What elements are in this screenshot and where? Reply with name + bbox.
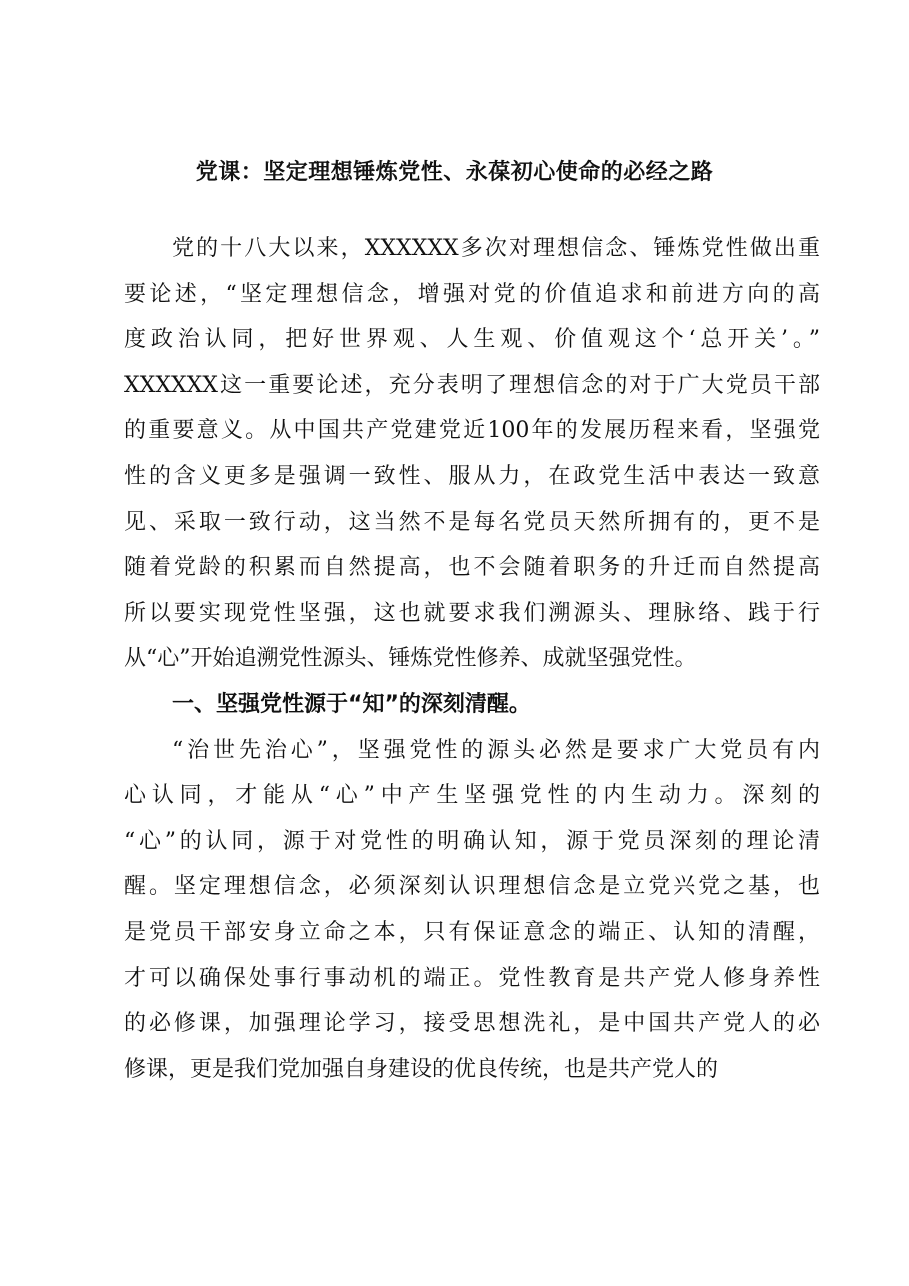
- document-title: 党课：坚定理想锤炼党性、永葆初心使命的必经之路: [195, 160, 714, 185]
- paragraph-line: 才可以确保处事行事动机的端正。党性教育是共产党人修身养性: [124, 965, 820, 991]
- paragraph-line: 性的含义更多是强调一致性、服从力，在政党生活中表达一致意: [124, 463, 820, 489]
- paragraph-line: 党的十八大以来，XXXXXX多次对理想信念、锤炼党性做出重: [172, 236, 820, 261]
- section-heading: 一、坚强党性源于“知”的深刻清醒。: [172, 691, 531, 717]
- paragraph-line: “心”的认同，源于对党性的明确认知，源于党员深刻的理论清: [124, 828, 820, 854]
- paragraph-line: 所以要实现党性坚强，这也就要求我们溯源头、理脉络、践于行: [124, 600, 820, 626]
- paragraph-line: 从“心”开始追溯党性源头、锤炼党性修养、成就坚强党性。: [124, 646, 697, 672]
- document-body: [124, 226, 820, 1092]
- paragraph-line: 的必修课，加强理论学习，接受思想洗礼，是中国共产党人的必: [124, 1011, 820, 1037]
- paragraph-line: 心认同，才能从“心”中产生坚强党性的内生动力。深刻的: [124, 783, 820, 809]
- paragraph-line: 修课，更是我们党加强自身建设的优良传统，也是共产党人的: [124, 1056, 719, 1082]
- paragraph-line: 要论述，“坚定理想信念，增强对党的价值追求和前进方向的高: [124, 281, 820, 307]
- paragraph-line: 见、采取一致行动，这当然不是每名党员天然所拥有的，更不是: [124, 509, 820, 535]
- paragraph-line: 度政治认同，把好世界观、人生观、价值观这个‘总开关’。”: [124, 327, 820, 353]
- paragraph-line: 是党员干部安身立命之本，只有保证意念的端正、认知的清醒，: [124, 919, 820, 945]
- paragraph-line: XXXXXX这一重要论述，充分表明了理想信念的对于广大党员干部: [124, 372, 820, 398]
- paragraph-line: 醒。坚定理想信念，必须深刻认识理想信念是立党兴党之基，也: [124, 874, 820, 900]
- paragraph-line: 的重要意义。从中国共产党建党近100年的发展历程来看，坚强党: [124, 418, 820, 444]
- paragraph-line: 随着党龄的积累而自然提高，也不会随着职务的升迁而自然提高: [124, 555, 820, 581]
- paragraph-line: “治世先治心”，坚强党性的源头必然是要求广大党员有内: [172, 737, 820, 763]
